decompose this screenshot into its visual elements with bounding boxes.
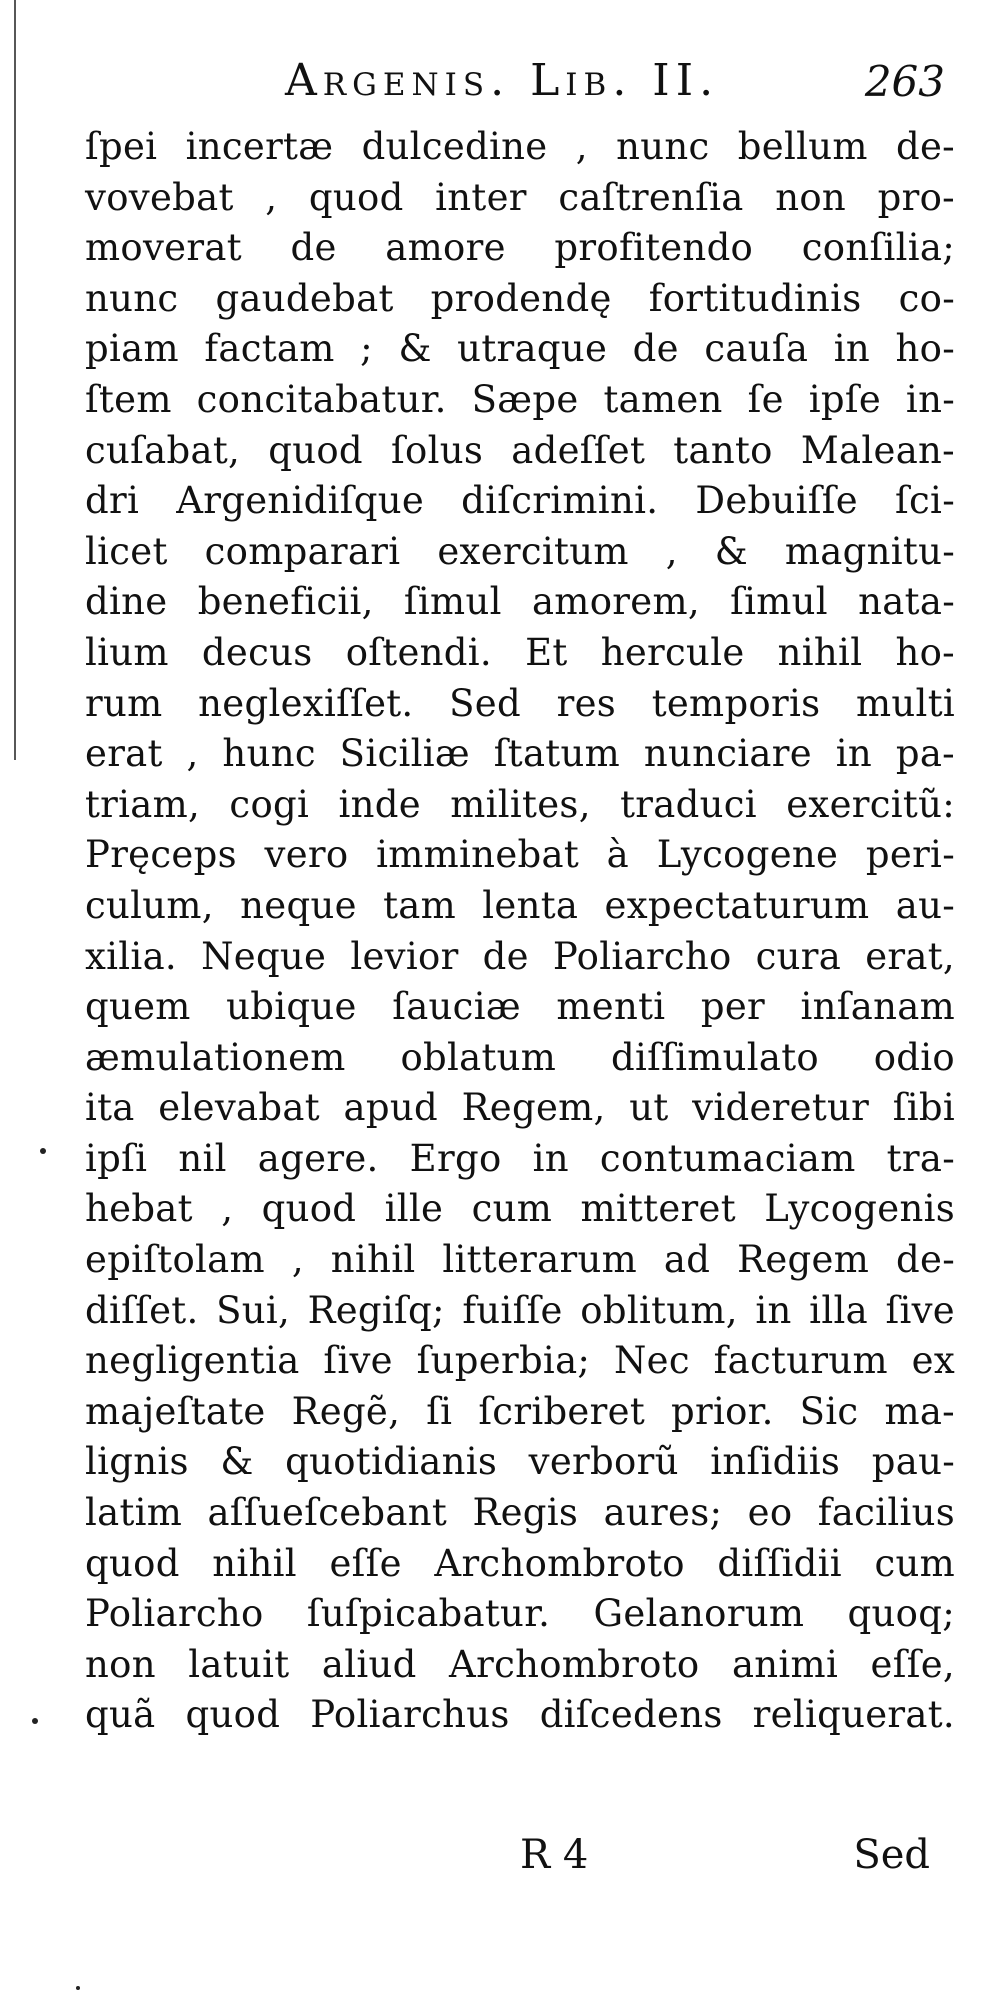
text-line: hebat , quod ille cum mitteret Lycogenis <box>85 1187 955 1231</box>
text-line: ſpei incertæ dulcedine , nunc bellum de- <box>85 125 955 168</box>
text-line: quem ubique ſauciæ menti per inſanam <box>85 985 955 1029</box>
text-line: quod nihil eſſe Archombroto diſſidii cum <box>85 1541 955 1585</box>
text-line: Poliarcho ſuſpicabatur. Gelanorum quoq; <box>85 1592 955 1636</box>
text-line: dri Argenidiſque diſcrimini. Debuiſſe ſci- <box>85 479 955 523</box>
running-head: Argenis. Lib. II. <box>285 55 720 106</box>
text-line: negligentia ſive ſuperbia; Nec facturum ex <box>85 1339 955 1383</box>
text-line: non latuit aliud Archombroto animi eſſe, <box>85 1642 955 1686</box>
text-line: ipſi nil agere. Ergo in contumaciam tra- <box>85 1136 955 1180</box>
text-line: lignis & quotidianis verborũ inſidiis pau- <box>85 1440 955 1484</box>
text-line: nunc gaudebat prodendę fortitudinis co- <box>85 276 955 320</box>
catchword: Sed <box>853 1832 930 1878</box>
text-line: triam, cogi inde milites, traduci exercitũ: <box>85 782 955 826</box>
text-line: xilia. Neque levior de Poliarcho cura erat, <box>85 934 955 978</box>
text-line: epiſtolam , nihil litterarum ad Regem de- <box>85 1238 955 1282</box>
binding-edge <box>14 0 16 760</box>
text-line: æmulationem oblatum diſſimulato odio <box>85 1035 955 1079</box>
margin-dot <box>40 1148 46 1154</box>
margin-dot <box>32 1718 38 1724</box>
text-line: erat , hunc Siciliæ ſtatum nunciare in pa- <box>85 732 955 776</box>
text-line: ita elevabat apud Regem, ut videretur ſibi <box>85 1086 955 1130</box>
text-line: dine beneficii, ſimul amorem, ſimul nata- <box>85 580 955 624</box>
text-line: piam factam ; & utraque de cauſa in ho- <box>85 327 955 371</box>
text-line: lium decus oſtendi. Et hercule nihil ho- <box>85 630 955 674</box>
main-text <box>85 122 955 1741</box>
page-number: 263 <box>864 57 945 106</box>
text-line: majeſtate Regẽ, ſi ſcriberet prior. Sic ma- <box>85 1389 955 1433</box>
text-line: licet comparari exercitum , & magnitu- <box>85 529 955 573</box>
text-line: Pręceps vero imminebat à Lycogene peri- <box>85 833 955 877</box>
text-line: latim aſſueſcebant Regis aures; eo facilius <box>85 1491 955 1535</box>
text-line: ſtem concitabatur. Sæpe tamen ſe ipſe in- <box>85 377 955 421</box>
text-line: cuſabat, quod ſolus adeſſet tanto Malean- <box>85 428 955 472</box>
text-line: rum neglexiſſet. Sed res temporis multi <box>85 681 955 725</box>
text-line: quã quod Poliarchus diſcedens reliquerat. <box>85 1693 955 1737</box>
page-footer <box>520 1832 930 1888</box>
text-line: moverat de amore profitendo conſilia; <box>85 226 955 270</box>
text-line: vovebat , quod inter caſtrenſia non pro- <box>85 175 955 219</box>
page-header <box>285 55 975 115</box>
signature-mark: R 4 <box>520 1832 589 1878</box>
text-line: diſſet. Sui, Regiſq; fuiſſe oblitum, in illa ſive <box>85 1288 955 1332</box>
margin-dot <box>76 1986 80 1990</box>
text-line: culum, neque tam lenta expectaturum au- <box>85 883 955 927</box>
